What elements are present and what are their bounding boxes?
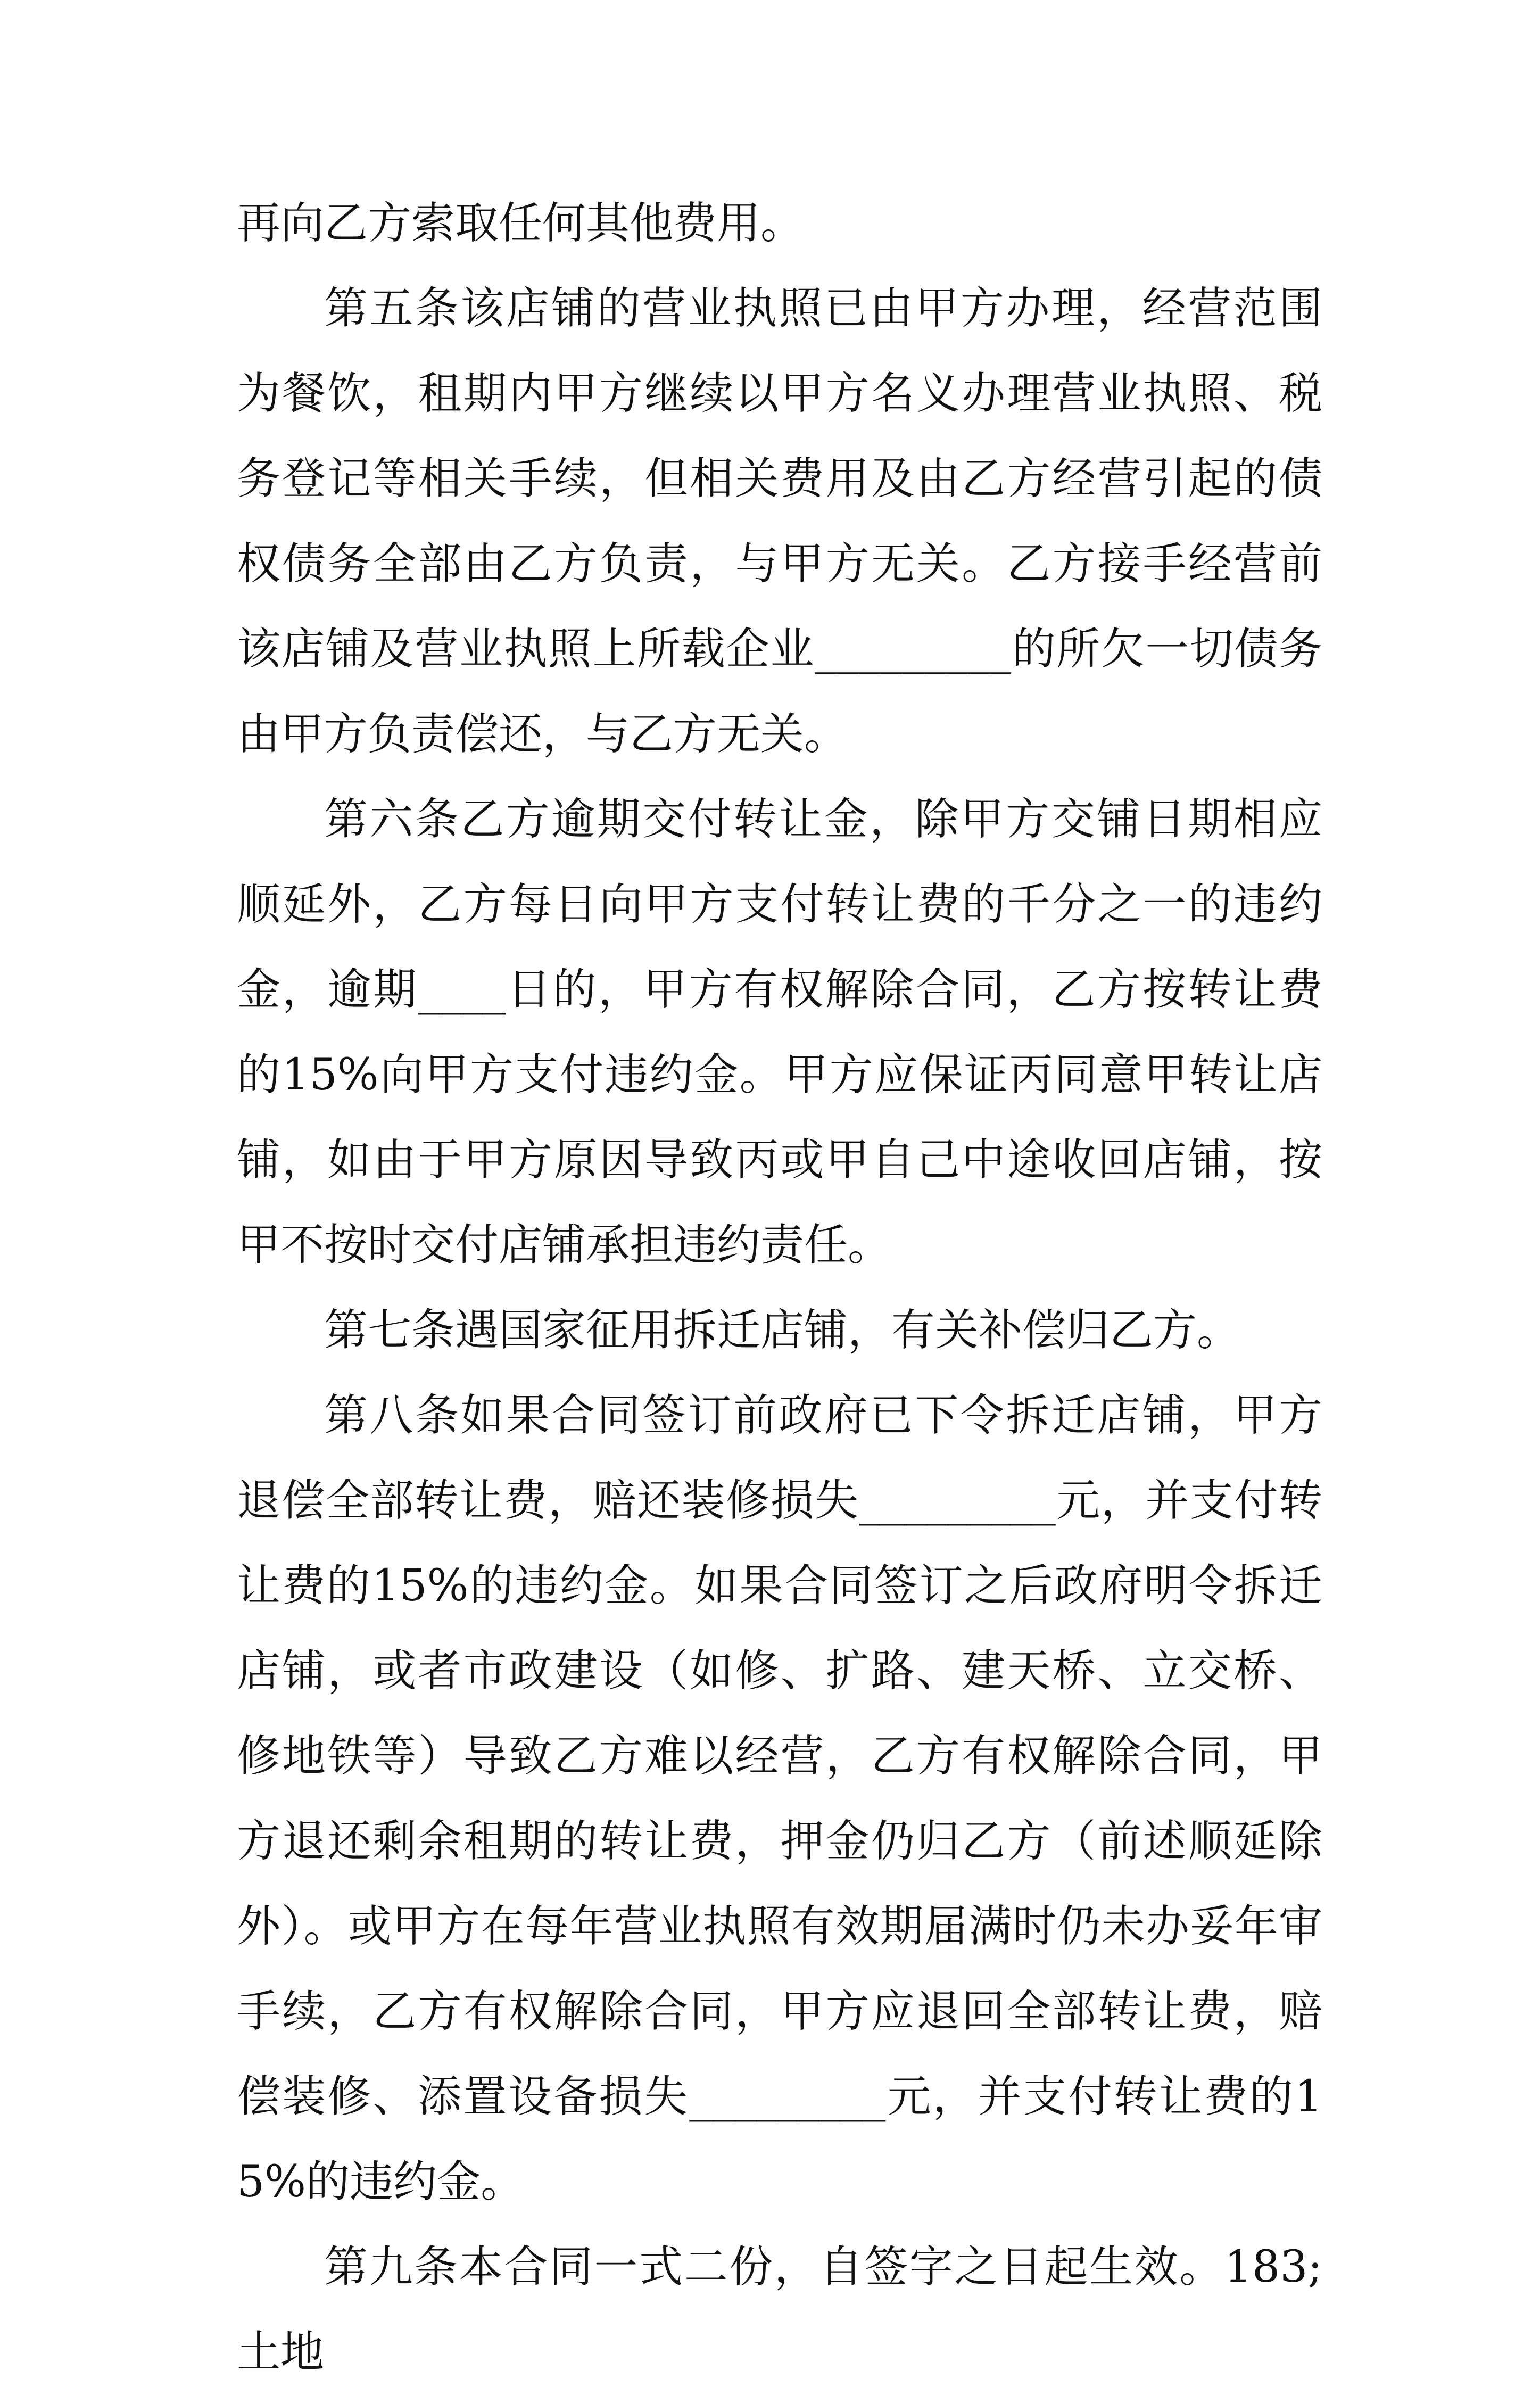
paragraph-article-5: 第五条该店铺的营业执照已由甲方办理，经营范围为餐饮，租期内甲方继续以甲方名义办理营业执照、税务登记等相关手续，但相关费用及由乙方经营引起的债权债务全部由乙方负责，与甲方无关。乙方接手经营前该店铺及营业执照上所载企业_________的所欠一切债务由甲方负责偿还，与乙方无关。: [237, 283, 1322, 759]
contract-body: [237, 181, 1322, 2395]
paragraph-article-7: 第七条遇国家征用拆迁店铺，有关补偿归乙方。: [324, 1305, 1241, 1356]
paragraph-continuation: 再向乙方索取任何其他费用。: [237, 198, 805, 249]
paragraph-article-9: 第九条本合同一式二份，自签字之日起生效。183;土地: [237, 2242, 1322, 2377]
paragraph-article-6: 第六条乙方逾期交付转让金，除甲方交铺日期相应顺延外，乙方每日向甲方支付转让费的千分之一的违约金，逾期____日的，甲方有权解除合同，乙方按转让费的15%向甲方支付违约金。甲方应保证丙同意甲转让店铺，如由于甲方原因导致丙或甲自己中途收回店铺，按甲不按时交付店铺承担违约责任。: [237, 794, 1322, 1270]
paragraph-article-8: 第八条如果合同签订前政府已下令拆迁店铺，甲方退偿全部转让费，赔还装修损失_________元，并支付转让费的15%的违约金。如果合同签订之后政府明令拆迁店铺，或者市政建设（如修、扩路、建天桥、立交桥、修地铁等）导致乙方难以经营，乙方有权解除合同，甲方退还剩余租期的转让费，押金仍归乙方（前述顺延除外）。或甲方在每年营业执照有效期届满时仍未办妥年审手续，乙方有权解除合同，甲方应退回全部转让费，赔偿装修、添置设备损失_________元，并支付转让费的15%的违约金。: [237, 1390, 1322, 2207]
